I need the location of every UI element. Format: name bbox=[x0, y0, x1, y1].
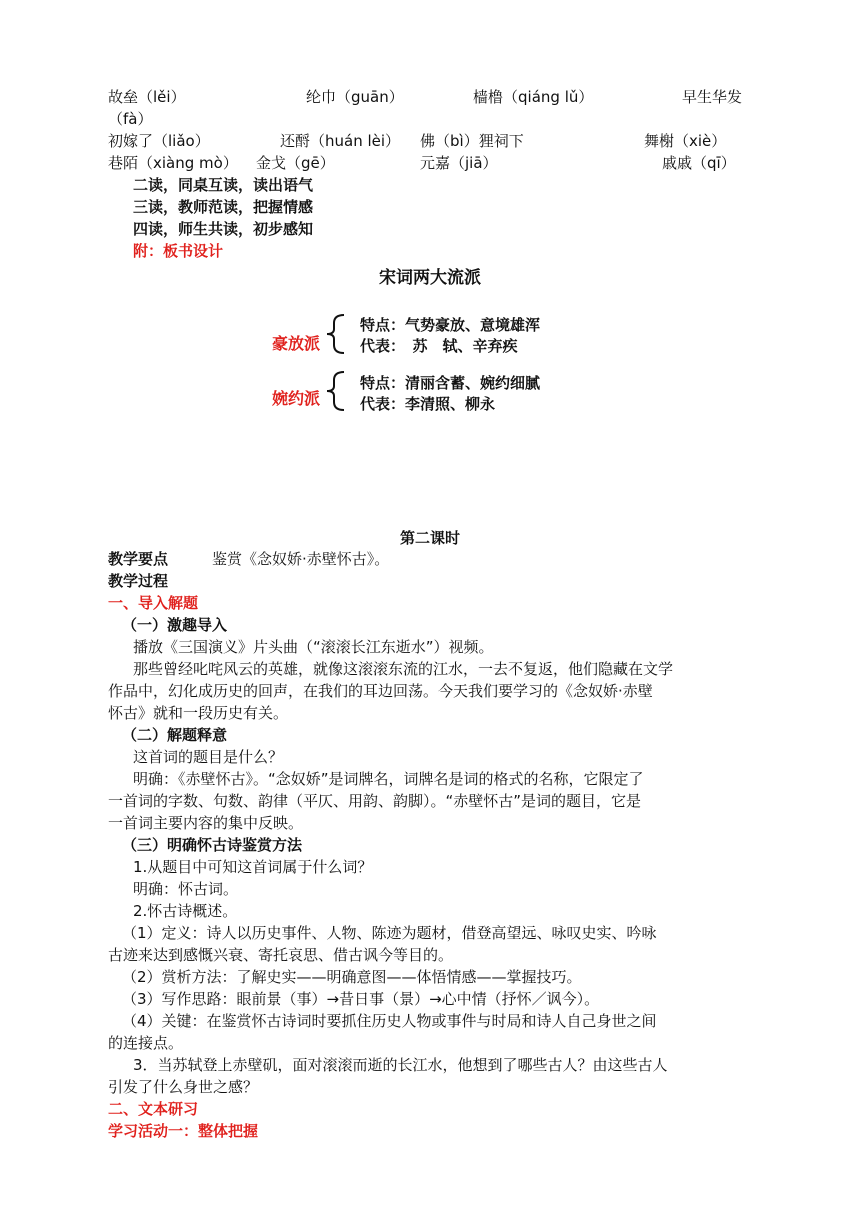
school-name-haofang: 豪放派 bbox=[272, 334, 321, 353]
paragraph: （2）赏析方法：了解史实——明确意图——体悟情感——掌握技巧。 bbox=[122, 968, 582, 986]
pinyin-item: 故垒（lěi） bbox=[108, 88, 186, 106]
subsection-heading: （三）明确怀古诗鉴赏方法 bbox=[122, 836, 303, 854]
brace-icon bbox=[324, 313, 346, 355]
paragraph: 明确：怀古词。 bbox=[133, 880, 239, 898]
paragraph: 引发了什么身世之感？ bbox=[108, 1078, 259, 1096]
paragraph: 作品中，幻化成历史的回声，在我们的耳边回荡。今天我们要学习的《念奴娇·赤壁 bbox=[108, 682, 653, 700]
brace-icon bbox=[324, 370, 346, 412]
subsection-heading: （二）解题释意 bbox=[122, 726, 228, 744]
school-representative: 代表：李清照、柳永 bbox=[360, 395, 496, 413]
section-heading: 二、文本研习 bbox=[108, 1100, 199, 1118]
reading-step: 三读，教师范读，把握情感 bbox=[133, 198, 314, 216]
paragraph: 2.怀古诗概述。 bbox=[133, 902, 238, 920]
school-feature: 特点：气势豪放、意境雄浑 bbox=[360, 316, 541, 334]
lesson-heading: 第二课时 bbox=[399, 529, 460, 547]
paragraph: 古迹来达到感慨兴衰、寄托哀思、借古讽今等目的。 bbox=[108, 946, 454, 964]
pinyin-item: 早生华发 bbox=[682, 88, 743, 106]
paragraph: 3．当苏轼登上赤壁矶，面对滚滚而逝的长江水，他想到了哪些古人？由这些古人 bbox=[133, 1056, 668, 1074]
pinyin-item: 还酹（huán lèi） bbox=[280, 132, 401, 150]
pinyin-item: 巷陌（xiàng mò） bbox=[108, 154, 238, 172]
pinyin-item: 佛（bì）狸祠下 bbox=[420, 132, 524, 150]
paragraph: 这首词的题目是什么？ bbox=[133, 748, 284, 766]
pinyin-item: 舞榭（xiè） bbox=[644, 132, 727, 150]
paragraph: 播放《三国演义》片头曲（“滚滚长江东逝水”）视频。 bbox=[133, 638, 494, 656]
pinyin-item: 元嘉（jiā） bbox=[420, 154, 498, 172]
paragraph: 1.从题目中可知这首词属于什么词？ bbox=[133, 858, 373, 876]
school-representative: 代表： 苏 轼、辛弃疾 bbox=[360, 337, 518, 355]
reading-step: 四读，师生共读，初步感知 bbox=[133, 220, 314, 238]
pinyin-item: 樯橹（qiáng lǔ） bbox=[473, 88, 594, 106]
process-label: 教学过程 bbox=[108, 572, 169, 590]
paragraph: 的连接点。 bbox=[108, 1034, 184, 1052]
section-heading: 一、导入解题 bbox=[108, 594, 199, 612]
reading-step: 二读，同桌互读，读出语气 bbox=[133, 176, 314, 194]
subsection-heading: （一）激趣导入 bbox=[122, 616, 228, 634]
board-title: 宋词两大流派 bbox=[379, 268, 481, 288]
paragraph: 怀古》就和一段历史有关。 bbox=[108, 704, 289, 722]
appendix-label: 附：板书设计 bbox=[133, 242, 224, 260]
paragraph: （4）关键：在鉴赏怀古诗词时要抓住历史人物或事件与时局和诗人自己身世之间 bbox=[122, 1012, 657, 1030]
paragraph: 明确：《赤壁怀古》。“念奴娇”是词牌名，词牌名是词的格式的名称，它限定了 bbox=[133, 770, 644, 788]
paragraph: 那些曾经叱咤风云的英雄，就像这滚滚东流的江水，一去不复返，他们隐藏在文学 bbox=[133, 660, 674, 678]
paragraph: 一首词主要内容的集中反映。 bbox=[108, 814, 304, 832]
pinyin-item: 纶巾（guān） bbox=[306, 88, 404, 106]
pinyin-item: 金戈（gē） bbox=[256, 154, 335, 172]
pinyin-item: 戚戚（qī） bbox=[662, 154, 736, 172]
goal-label: 教学要点 bbox=[108, 550, 169, 568]
school-feature: 特点：清丽含蓄、婉约细腻 bbox=[360, 374, 541, 392]
goal-text: 鉴赏《念奴娇·赤壁怀古》。 bbox=[212, 550, 390, 568]
school-name-wanyue: 婉约派 bbox=[272, 389, 321, 408]
paragraph: 一首词的字数、句数、韵律（平仄、用韵、韵脚）。“赤壁怀古”是词的题目，它是 bbox=[108, 792, 642, 810]
activity-heading: 学习活动一：整体把握 bbox=[108, 1122, 259, 1140]
pinyin-item: 初嫁了（liǎo） bbox=[108, 132, 210, 150]
paragraph: （1）定义：诗人以历史事件、人物、陈迹为题材，借登高望远、咏叹史实、吟咏 bbox=[122, 924, 657, 942]
paragraph: （3）写作思路：眼前景（事）→昔日事（景）→心中情（抒怀／讽今）。 bbox=[122, 990, 600, 1008]
pinyin-wrap: （fà） bbox=[108, 110, 153, 128]
